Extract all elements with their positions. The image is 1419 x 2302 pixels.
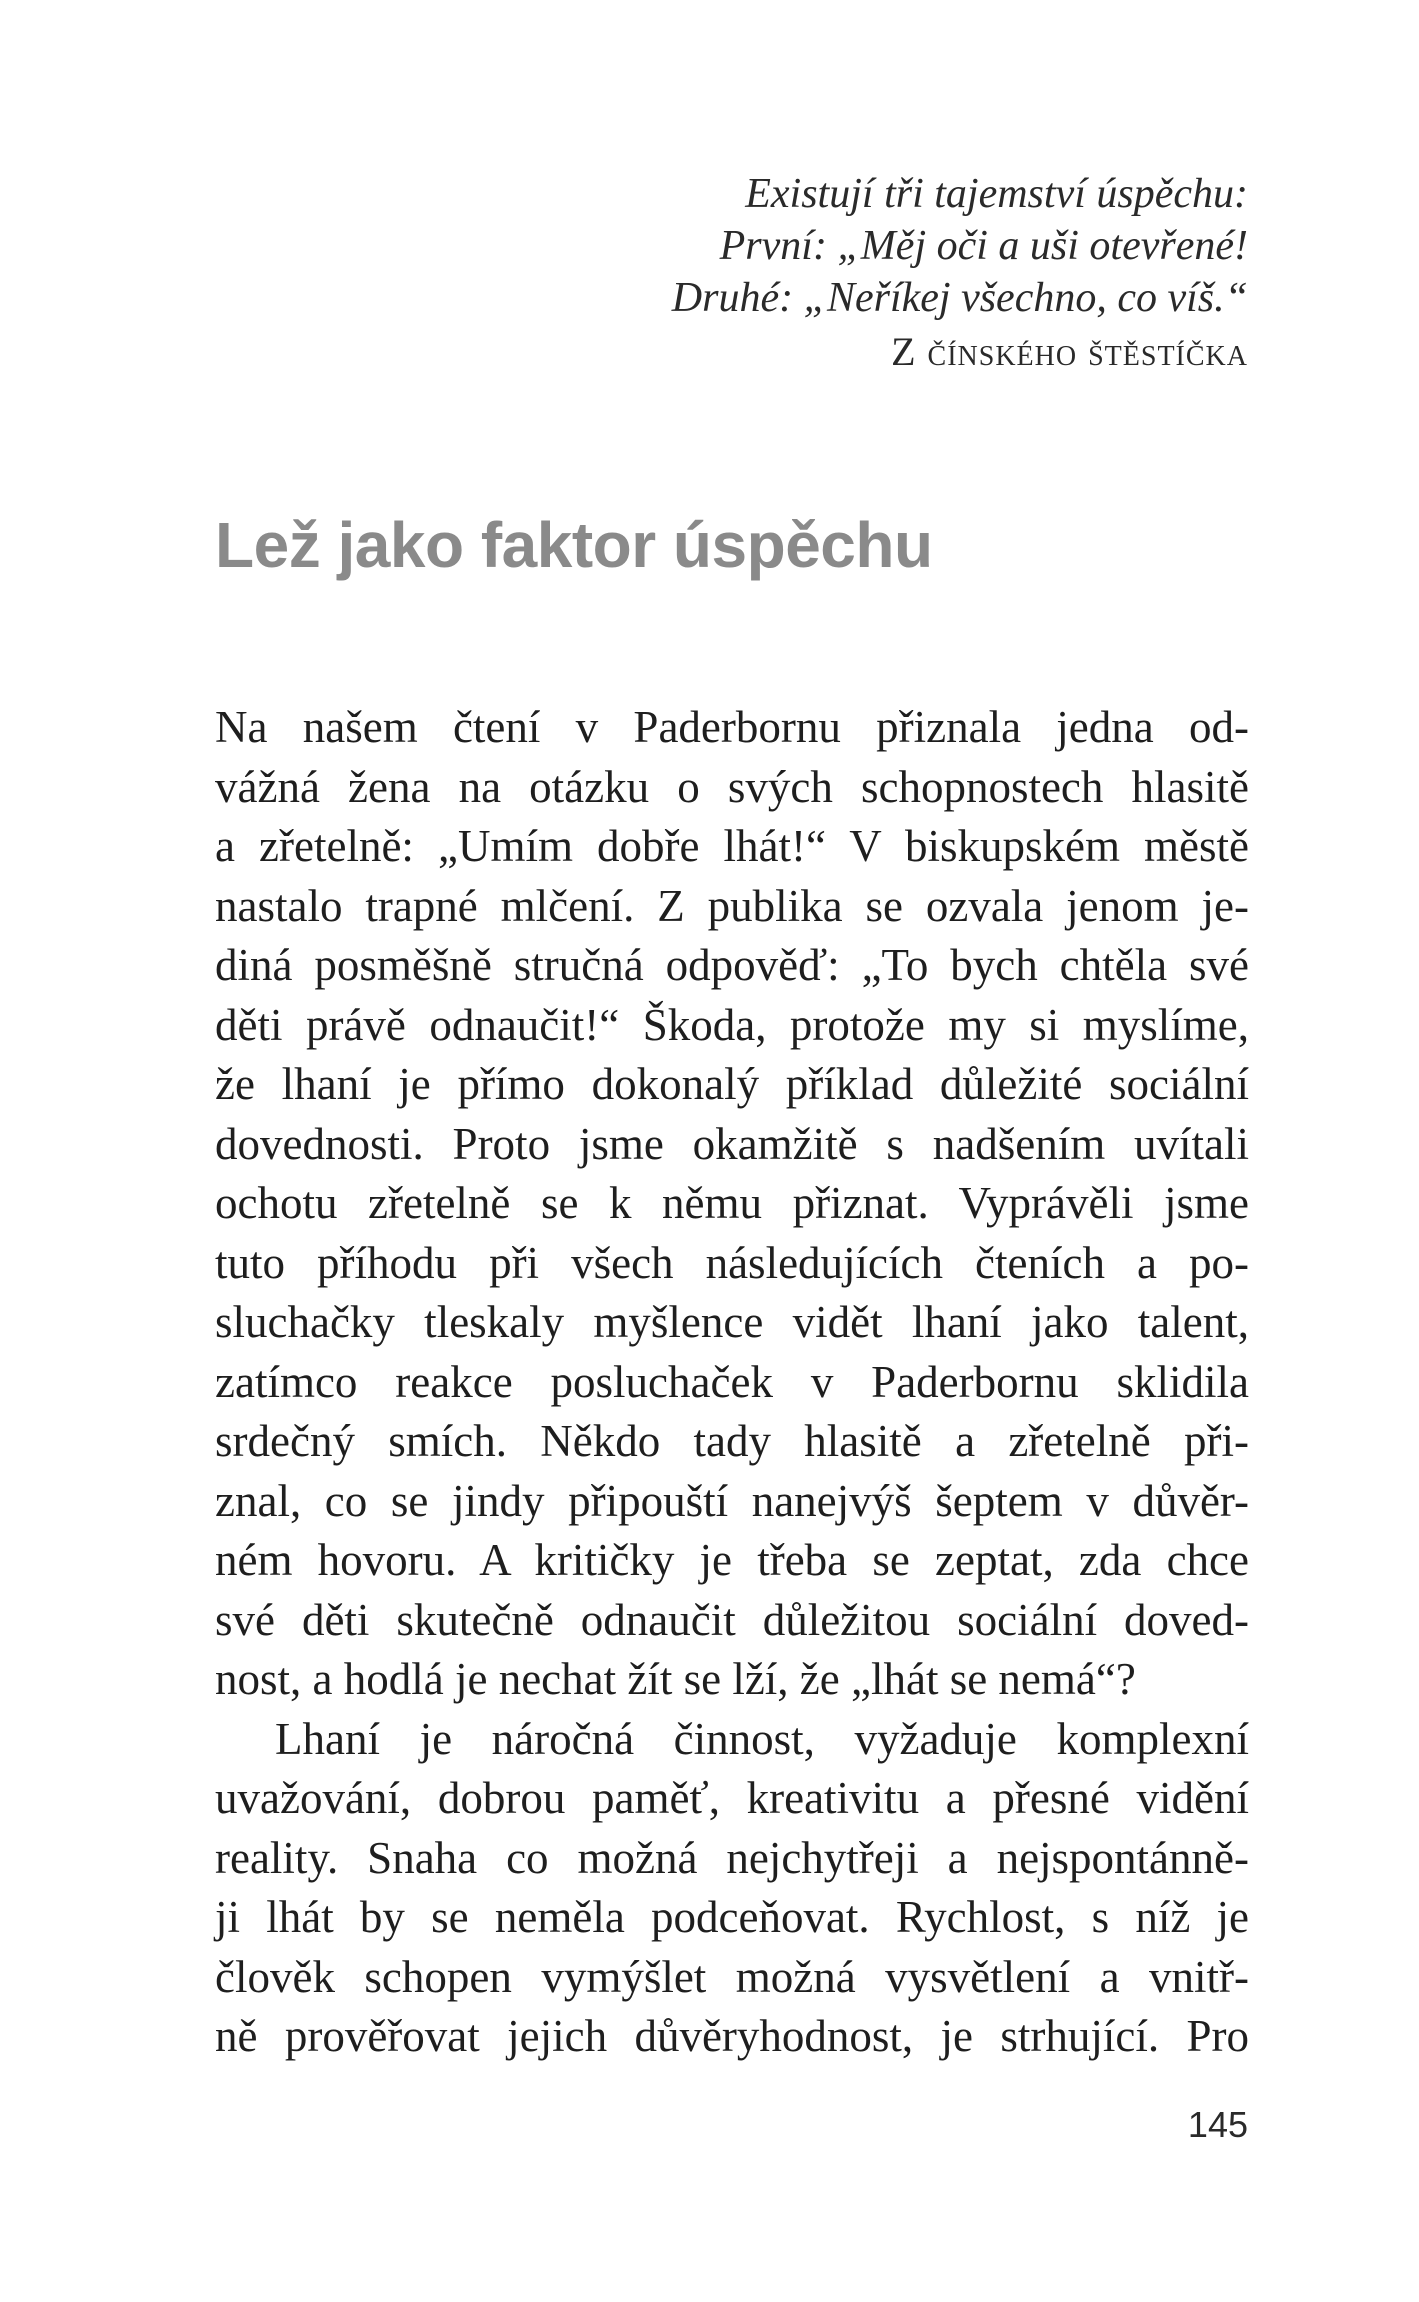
text-line: srdečný smích. Někdo tady hlasitě a zřetelně při- [215,1416,1249,1466]
page-number: 145 [1187,2104,1248,2145]
epigraph-source: Z čínského štěstíčka [891,329,1248,374]
text-line: že lhaní je přímo dokonalý příklad důležité sociální [215,1059,1249,1109]
text-line: reality. Snaha co možná nejchytřeji a nejspontánně- [215,1832,1249,1883]
text-line: ně prověřovat jejich důvěryhodnost, je strhující. Pro [215,2011,1249,2061]
text-line: ji lhát by se neměla podceňovat. Rychlost, s níž je [215,1892,1249,1942]
text-line: Lhaní je náročná činnost, vyžaduje komplexní [275,1713,1249,1764]
text-line: diná posměšně stručná odpověď: „To bych chtěla své [215,940,1249,990]
epigraph-line: Existují tři tajemství úspěchu: [745,171,1248,217]
body-text [215,698,1249,2067]
text-line: sluchačky tleskaly myšlence vidět lhaní jako talent, [215,1297,1249,1347]
chapter-title: Lež jako faktor úspěchu [215,509,933,581]
text-line: své děti skutečně odnaučit důležitou sociální doved- [215,1594,1249,1645]
text-line: a zřetelně: „Umím dobře lhát!“ V biskupském městě [215,821,1249,871]
text-line: ochotu zřetelně se k němu přiznat. Vyprávěli jsme [215,1178,1249,1228]
text-line: nastalo trapné mlčení. Z publika se ozvala jenom je- [215,880,1249,931]
text-line: děti právě odnaučit!“ Škoda, protože my si myslíme, [215,999,1249,1050]
text-line: zatímco reakce posluchaček v Paderbornu sklidila [215,1356,1249,1407]
text-line: člověk schopen vymýšlet možná vysvětlení a vnitř- [215,1951,1249,2002]
epigraph [348,168,1248,378]
text-line: znal, co se jindy připouští nanejvýš šeptem v důvěr- [215,1475,1249,1526]
text-line: tuto příhodu při všech následujících čteních a po- [215,1237,1249,1288]
epigraph-line: Druhé: „Neříkej všechno, co víš.“ [671,275,1248,321]
text-line: nost, a hodlá je nechat žít se lží, že „lhát se nemá“? [215,1654,1136,1704]
text-line: Na našem čtení v Paderbornu přiznala jedna od- [215,702,1249,752]
text-line: uvažování, dobrou paměť, kreativitu a přesné vidění [215,1773,1249,1823]
text-line: dovednosti. Proto jsme okamžitě s nadšením uvítali [215,1118,1249,1169]
epigraph-line: První: „Měj oči a uši otevřené! [719,223,1248,269]
text-line: ném hovoru. A kritičky je třeba se zeptat, zda chce [215,1535,1249,1585]
text-line: vážná žena na otázku o svých schopnostech hlasitě [215,761,1249,812]
